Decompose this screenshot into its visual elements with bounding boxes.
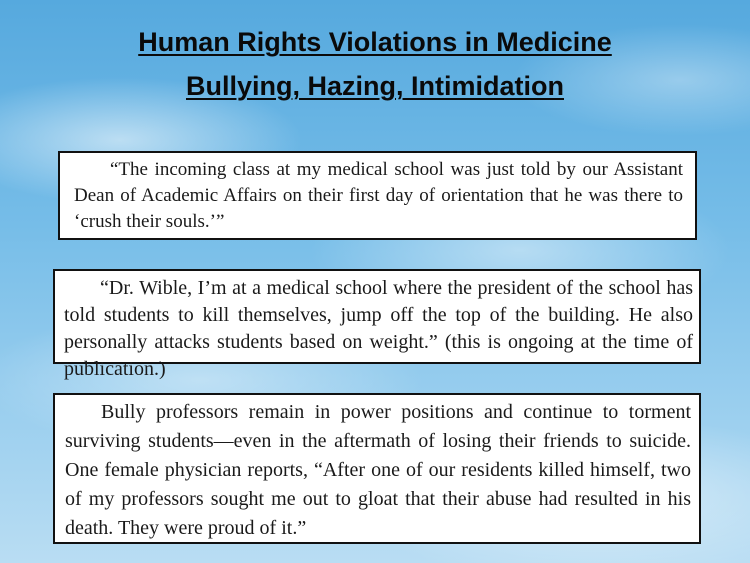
- quote-text: “Dr. Wible, I’m at a medical school where the president of the school has told students to kill themselves, jump off the top of the building. He also personally attacks students based on weight.” (this is ongoing at the time of publication.): [64, 277, 693, 380]
- quote-text: Bully professors remain in power positions and continue to torment surviving students—even in the aftermath of losing their friends to suicide. One female physician reports, “After one of our residents killed himself, two of my professors sought me out to gloat that their abuse had resulted in his death. They were proud of it.”: [65, 401, 691, 539]
- quote-box-orientation: [58, 151, 697, 240]
- slide-title: Human Rights Violations in Medicine: [138, 27, 612, 57]
- quote-box-bully-professors: [53, 393, 701, 544]
- slide-subtitle: Bullying, Hazing, Intimidation: [186, 71, 564, 101]
- quote-box-president: [53, 269, 701, 380]
- quote-text: “The incoming class at my medical school was just told by our Assistant Dean of Academic Affairs on their first day of orientation that he was there to ‘crush their souls.’”: [74, 159, 683, 232]
